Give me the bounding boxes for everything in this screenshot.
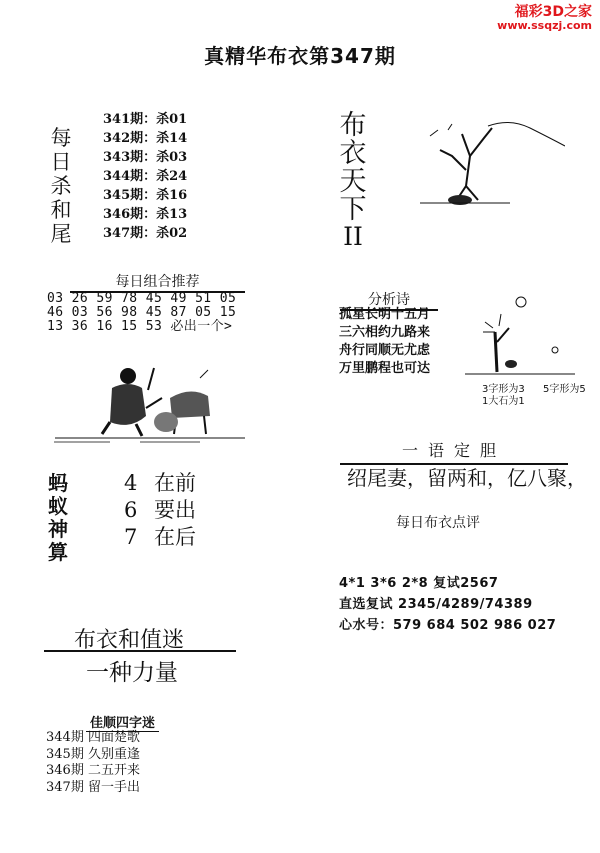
analysis-note: 3字形为3	[482, 384, 525, 395]
sketch-man-with-dogs-illustration	[50, 338, 250, 446]
budaitianxia-suffix: II	[343, 222, 363, 251]
mayi-number: 7	[124, 525, 138, 549]
combo-heading: 每日组合推荐	[70, 271, 245, 293]
combo-row: 13 36 16 15 53 必出一个>	[47, 319, 233, 334]
mayi-row	[124, 524, 196, 551]
jiashun-item: 344期 四面楚歌	[46, 730, 140, 745]
daily-kill-heading: 每日杀和尾	[50, 126, 72, 246]
dianping-line: 心水号：579 684 502 986 027	[339, 618, 557, 633]
mayi-text: 要出	[154, 498, 196, 522]
poem-line: 万里鹏程也可达	[339, 361, 431, 376]
slogan-divider	[44, 650, 236, 652]
kill-item: 341期：杀01	[103, 112, 188, 127]
daily-kill-list	[103, 110, 187, 243]
kill-item: 346期：杀13	[103, 207, 188, 222]
analysis-note: 1大石为1	[482, 396, 525, 407]
mayi-list	[124, 470, 196, 551]
yiyu-text: 绍尾妻，留两和，亿八聚，	[347, 466, 587, 490]
kill-item: 343期：杀03	[103, 150, 188, 165]
mayi-number: 6	[124, 498, 138, 522]
slogan-line2: 一种力量	[86, 660, 178, 686]
combo-row: 46 03 56 98 45 87 05 15	[47, 305, 237, 320]
analysis-poem	[339, 306, 430, 378]
combo-row: 03 26 59 78 45 49 51 05	[47, 291, 237, 306]
analysis-note: 5字形为5	[543, 384, 586, 395]
poem-line: 孤星长明十五月	[339, 307, 431, 322]
jiashun-item: 347期 留一手出	[46, 779, 140, 795]
mayi-text: 在前	[154, 471, 196, 495]
analysis-heading: 分析诗	[340, 289, 438, 311]
kill-item: 347期：杀02	[103, 226, 188, 241]
slogan-line1: 布衣和值迷	[74, 628, 185, 653]
sketch-tree-illustration	[455, 292, 595, 378]
jiashun-heading: 佳顺四字迷	[86, 712, 159, 732]
dianping-heading: 每日布衣点评	[396, 515, 480, 531]
watermark-name: 福彩3D之家	[514, 4, 592, 20]
page-title: 真精华布衣第347期	[204, 44, 396, 68]
mayi-row	[124, 497, 196, 524]
dianping-line: 4*1 3*6 2*8 复试2567	[339, 576, 499, 591]
jiashun-list	[46, 730, 140, 796]
mayi-heading: 蚂蚁神算	[48, 471, 68, 564]
mayi-text: 在后	[154, 525, 196, 549]
jiashun-item: 346期 二五开来	[46, 763, 140, 778]
poem-line: 三六相约九路来	[339, 325, 431, 340]
poem-line: 舟行同顺无尤虑	[339, 343, 431, 358]
mayi-number: 4	[124, 471, 138, 495]
kill-item: 344期：杀24	[103, 169, 188, 184]
site-watermark	[497, 4, 592, 33]
jiashun-item: 345期 久别重逢	[46, 746, 140, 762]
kill-item: 342期：杀14	[103, 131, 188, 146]
yiyu-heading: 一语定胆	[340, 438, 568, 465]
budaitianxia-heading: 布衣天下	[339, 110, 367, 225]
dianping-line: 直选复试 2345/4289/74389	[339, 597, 533, 612]
watermark-url: www.ssqzj.com	[497, 19, 592, 33]
mayi-row	[124, 470, 196, 497]
kill-item: 345期：杀16	[103, 188, 188, 203]
sketch-raised-arm-illustration	[400, 108, 565, 218]
